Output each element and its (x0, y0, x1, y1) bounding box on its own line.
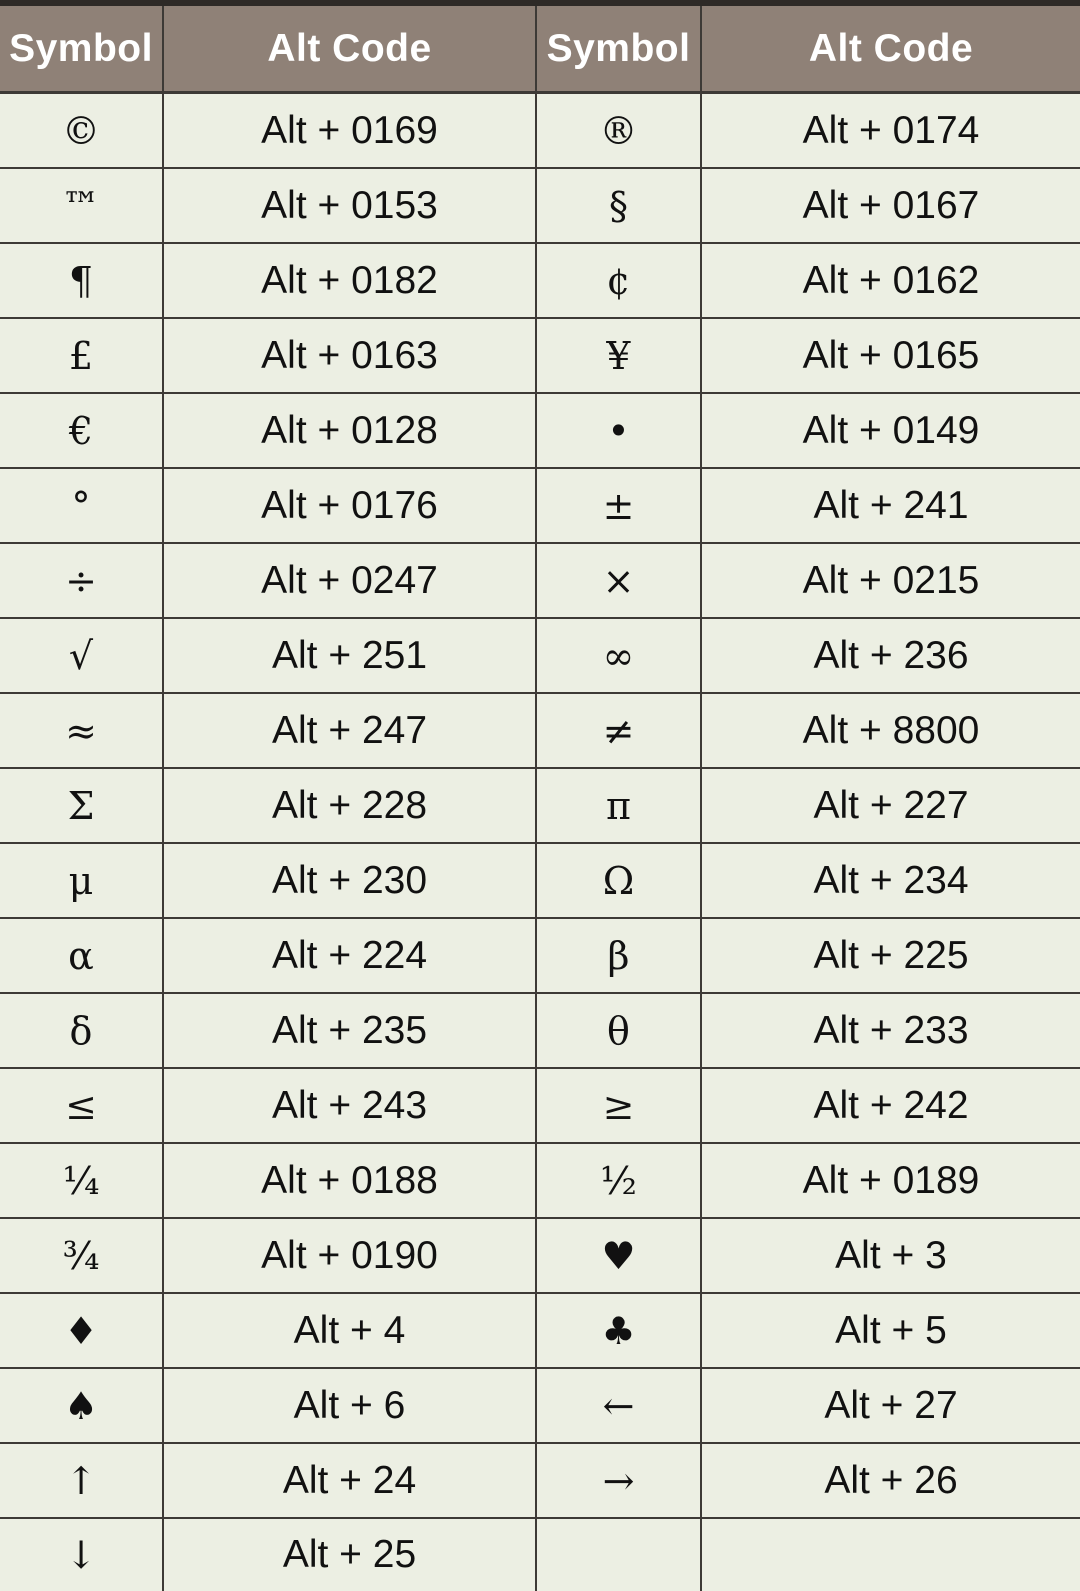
table-row (0, 993, 1080, 1068)
alt-code-cell-left: Alt + 224 (163, 918, 536, 993)
table-row (0, 1068, 1080, 1143)
symbol-cell-left: δ (0, 993, 163, 1068)
table-row (0, 618, 1080, 693)
alt-code-cell-left: Alt + 0176 (163, 468, 536, 543)
symbol-cell-right: ♣ (536, 1293, 701, 1368)
alt-code-cell-right: Alt + 0189 (701, 1143, 1080, 1218)
symbol-cell-right: • (536, 393, 701, 468)
table-row (0, 393, 1080, 468)
table-row (0, 1368, 1080, 1443)
table-row (0, 318, 1080, 393)
symbol-cell-left: ♠ (0, 1368, 163, 1443)
symbol-cell-left: € (0, 393, 163, 468)
alt-code-cell-left: Alt + 25 (163, 1518, 536, 1591)
symbol-cell-left: ° (0, 468, 163, 543)
alt-code-cell-right (701, 1518, 1080, 1591)
symbol-cell-right: × (536, 543, 701, 618)
alt-code-cell-right: Alt + 26 (701, 1443, 1080, 1518)
header-alt-code-left: Alt Code (163, 6, 536, 93)
table-row (0, 1518, 1080, 1591)
table-row (0, 918, 1080, 993)
symbol-cell-right: Ω (536, 843, 701, 918)
alt-code-cell-right: Alt + 236 (701, 618, 1080, 693)
symbol-cell-left: α (0, 918, 163, 993)
table-row (0, 1143, 1080, 1218)
alt-code-cell-right: Alt + 242 (701, 1068, 1080, 1143)
table-row (0, 243, 1080, 318)
table-row (0, 168, 1080, 243)
symbol-cell-right (536, 1518, 701, 1591)
symbol-cell-left: ¾ (0, 1218, 163, 1293)
symbol-cell-right: ≠ (536, 693, 701, 768)
alt-code-cell-right: Alt + 233 (701, 993, 1080, 1068)
alt-code-cell-left: Alt + 247 (163, 693, 536, 768)
alt-code-cell-right: Alt + 227 (701, 768, 1080, 843)
symbol-cell-left: © (0, 93, 163, 169)
header-symbol-left: Symbol (0, 6, 163, 93)
alt-code-cell-left: Alt + 0182 (163, 243, 536, 318)
alt-code-cell-right: Alt + 27 (701, 1368, 1080, 1443)
symbol-cell-right: ¥ (536, 318, 701, 393)
symbol-cell-left: ¼ (0, 1143, 163, 1218)
symbol-cell-right: ½ (536, 1143, 701, 1218)
alt-code-cell-left: Alt + 235 (163, 993, 536, 1068)
alt-code-cell-right: Alt + 241 (701, 468, 1080, 543)
symbol-cell-left: ♦ (0, 1293, 163, 1368)
symbol-cell-right: ← (536, 1368, 701, 1443)
symbol-cell-right: β (536, 918, 701, 993)
alt-code-cell-left: Alt + 0153 (163, 168, 536, 243)
symbol-cell-right: ♥ (536, 1218, 701, 1293)
alt-code-cell-left: Alt + 0163 (163, 318, 536, 393)
alt-code-cell-left: Alt + 0169 (163, 93, 536, 169)
symbol-cell-right: § (536, 168, 701, 243)
symbol-cell-right: θ (536, 993, 701, 1068)
table-row (0, 468, 1080, 543)
symbol-cell-left: ™ (0, 168, 163, 243)
alt-code-cell-left: Alt + 4 (163, 1293, 536, 1368)
table-row (0, 843, 1080, 918)
alt-code-table (0, 6, 1080, 1591)
alt-code-cell-left: Alt + 251 (163, 618, 536, 693)
table-body (0, 93, 1080, 1591)
alt-code-cell-right: Alt + 225 (701, 918, 1080, 993)
alt-code-cell-right: Alt + 0174 (701, 93, 1080, 169)
table-row (0, 768, 1080, 843)
symbol-cell-left: £ (0, 318, 163, 393)
alt-code-cell-right: Alt + 3 (701, 1218, 1080, 1293)
alt-code-cell-right: Alt + 0162 (701, 243, 1080, 318)
alt-code-cell-left: Alt + 24 (163, 1443, 536, 1518)
symbol-cell-right: ® (536, 93, 701, 169)
symbol-cell-left: ↑ (0, 1443, 163, 1518)
alt-code-cell-left: Alt + 0188 (163, 1143, 536, 1218)
table-row (0, 1443, 1080, 1518)
alt-code-cell-right: Alt + 0167 (701, 168, 1080, 243)
table-row (0, 693, 1080, 768)
table-row (0, 543, 1080, 618)
alt-code-cell-right: Alt + 0215 (701, 543, 1080, 618)
table-row (0, 1293, 1080, 1368)
alt-code-cell-right: Alt + 5 (701, 1293, 1080, 1368)
alt-code-cell-left: Alt + 0247 (163, 543, 536, 618)
alt-code-cell-left: Alt + 230 (163, 843, 536, 918)
symbol-cell-left: ≤ (0, 1068, 163, 1143)
symbol-cell-right: π (536, 768, 701, 843)
header-alt-code-right: Alt Code (701, 6, 1080, 93)
symbol-cell-left: ≈ (0, 693, 163, 768)
alt-code-cell-left: Alt + 0128 (163, 393, 536, 468)
alt-code-cell-right: Alt + 8800 (701, 693, 1080, 768)
symbol-cell-left: ¶ (0, 243, 163, 318)
symbol-cell-right: ≥ (536, 1068, 701, 1143)
alt-code-cell-left: Alt + 6 (163, 1368, 536, 1443)
alt-code-cell-left: Alt + 0190 (163, 1218, 536, 1293)
symbol-cell-left: Σ (0, 768, 163, 843)
symbol-cell-right: ¢ (536, 243, 701, 318)
alt-code-cell-left: Alt + 243 (163, 1068, 536, 1143)
alt-code-cell-right: Alt + 0165 (701, 318, 1080, 393)
symbol-cell-left: ÷ (0, 543, 163, 618)
symbol-cell-left: ↓ (0, 1518, 163, 1591)
symbol-cell-right: ∞ (536, 618, 701, 693)
alt-code-cell-right: Alt + 234 (701, 843, 1080, 918)
symbol-cell-left: μ (0, 843, 163, 918)
symbol-cell-left: √ (0, 618, 163, 693)
symbol-cell-right: ± (536, 468, 701, 543)
symbol-cell-right: → (536, 1443, 701, 1518)
table-header (0, 6, 1080, 93)
alt-code-cell-left: Alt + 228 (163, 768, 536, 843)
table-row (0, 1218, 1080, 1293)
header-row (0, 6, 1080, 93)
header-symbol-right: Symbol (536, 6, 701, 93)
table-row (0, 93, 1080, 169)
alt-code-cell-right: Alt + 0149 (701, 393, 1080, 468)
